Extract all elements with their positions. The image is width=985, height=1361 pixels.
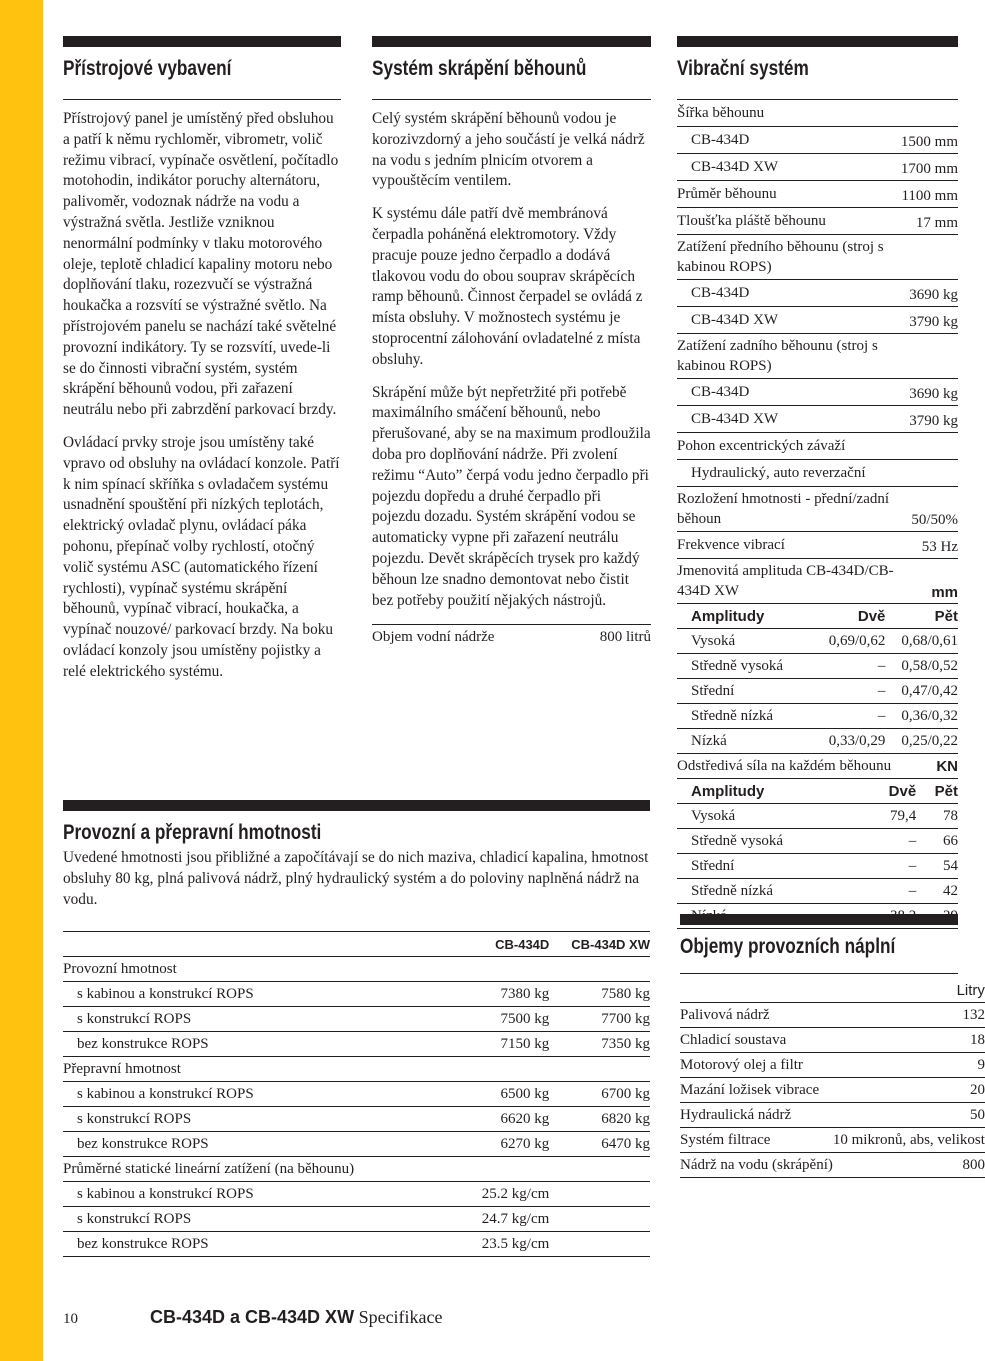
- table-row: [63, 1007, 650, 1032]
- table-cell: Středně vysoká: [677, 654, 813, 679]
- capacity-label: Mazání ložisek vibrace: [680, 1078, 833, 1103]
- paragraph: Přístrojový panel je umístěný před obsluhou a patří k němu rychloměr, vibrometr, volič režimu vibrací, vypínače osvětlení, počítadlo motohodin, indikátor poruchy alternátoru, palivoměr, vodoznak nádrže na vodu a výstražná světla. Jestliže vzniknou nenormální podmínky v tlaku motorového oleje, teplotě chladicí kapaliny motoru nebo doplňování tlaku, rozezvučí se výstražná houkačka a rozsvítí se výstražné světlo. Na přístrojovém panelu se nachází také světelné provozní indikátory. Ty se rozsvítí, uvede-li se do činnosti vibrační systém, systém skrápění běhounů vodou, při zařazení neutrálu nebo při zabrzdění parkovací brzdy.: [63, 110, 339, 419]
- spec-label: Rozložení hmotnosti - přední/zadní běhoun: [677, 487, 901, 532]
- table-row: [677, 181, 958, 208]
- table-cell: 42: [916, 879, 958, 904]
- column-header: CB-434D: [463, 932, 549, 957]
- table-row: [677, 460, 958, 487]
- weight-value-cb434d: 6500 kg: [463, 1082, 549, 1107]
- section-divider: [63, 99, 341, 100]
- spec-label: Zatížení zadního běhounu (stroj s kabinou ROPS): [677, 334, 901, 379]
- spec-value: 3790 kg: [901, 406, 958, 433]
- table-cell: 79,4: [867, 804, 916, 829]
- table-row: [677, 729, 958, 754]
- table-cell: 0,68/0,61: [885, 629, 958, 654]
- weight-value-cb434d: 6270 kg: [463, 1132, 549, 1157]
- table-cell: Střední: [677, 854, 867, 879]
- vibration-section: [677, 36, 958, 929]
- weight-label: s kabinou a konstrukcí ROPS: [63, 982, 463, 1007]
- table-row: [63, 1082, 650, 1107]
- section-rule: [372, 36, 651, 47]
- column-header: Amplitudy: [677, 604, 813, 629]
- table-cell: Vysoká: [677, 804, 867, 829]
- spec-label: Zatížení předního běhounu (stroj s kabinou ROPS): [677, 235, 901, 280]
- spec-label: Šířka běhounu: [677, 100, 901, 127]
- table-cell: 0,69/0,62: [813, 629, 886, 654]
- page-number: 10: [63, 1311, 78, 1327]
- table-header-row: [680, 978, 985, 1003]
- table-cell: –: [813, 654, 886, 679]
- weights-section: [63, 800, 650, 1257]
- table-cell: 0,36/0,32: [885, 704, 958, 729]
- table-row: [677, 154, 958, 181]
- spec-label: CB-434D: [677, 127, 901, 154]
- spec-value: mm: [901, 559, 958, 604]
- weight-value-cb434dxw: 6700 kg: [549, 1082, 650, 1107]
- table-row: [677, 127, 958, 154]
- spec-label: CB-434D XW: [677, 406, 901, 433]
- capacity-value: 18: [833, 1028, 985, 1053]
- weight-value-cb434d: [463, 957, 549, 982]
- table-row: [677, 379, 958, 406]
- footer-title: [150, 1307, 443, 1328]
- table-row: [63, 1232, 650, 1257]
- table-row: [677, 532, 958, 559]
- weight-value-cb434dxw: 7350 kg: [549, 1032, 650, 1057]
- water-tank-row: [372, 629, 651, 646]
- section-title: Přístrojové vybavení: [63, 57, 232, 80]
- capacity-label: Palivová nádrž: [680, 1003, 833, 1028]
- weight-value-cb434d: 7500 kg: [463, 1007, 549, 1032]
- table-cell: 0,33/0,29: [813, 729, 886, 754]
- column-header: Amplitudy: [677, 779, 867, 804]
- force-unit: KN: [932, 754, 958, 779]
- water-tank-label: Objem vodní nádrže: [372, 629, 495, 646]
- section-divider: [372, 99, 651, 100]
- weight-label: Provozní hmotnost: [63, 957, 463, 982]
- table-cell: 0,47/0,42: [885, 679, 958, 704]
- table-row: [677, 879, 958, 904]
- weight-label: bez konstrukce ROPS: [63, 1132, 463, 1157]
- weight-label: s konstrukcí ROPS: [63, 1207, 463, 1232]
- weight-value-cb434dxw: [549, 1057, 650, 1082]
- unit-header: Litry: [833, 978, 985, 1003]
- table-cell: –: [813, 679, 886, 704]
- table-cell: 78: [916, 804, 958, 829]
- weight-label: bez konstrukce ROPS: [63, 1032, 463, 1057]
- table-cell: –: [867, 829, 916, 854]
- section-rule: [63, 800, 650, 811]
- table-row: [677, 654, 958, 679]
- footer-model: CB-434D a CB-434D XW: [150, 1307, 355, 1327]
- spec-label: Hydraulický, auto reverzační: [677, 460, 901, 487]
- weights-intro: Uvedené hmotnosti jsou přibližné a započítávají se do nich maziva, chladicí kapalina, hmotnost obsluhy 80 kg, plná palivová nádrž, plný hydraulický systém a do poloviny naplněná nádrž na vodu.: [63, 849, 649, 908]
- table-cell: Nízká: [677, 729, 813, 754]
- capacity-label: Chladicí soustava: [680, 1028, 833, 1053]
- column-header: Dvě: [813, 604, 886, 629]
- table-row: [677, 100, 958, 127]
- weight-label: s kabinou a konstrukcí ROPS: [63, 1182, 463, 1207]
- table-row: [677, 829, 958, 854]
- section-title: Vibrační systém: [677, 57, 809, 80]
- weight-label: s konstrukcí ROPS: [63, 1007, 463, 1032]
- weight-value-cb434dxw: [549, 1207, 650, 1232]
- table-row: [63, 982, 650, 1007]
- column-header: Pět: [916, 779, 958, 804]
- table-row: [63, 1032, 650, 1057]
- paragraph: Ovládací prvky stroje jsou umístěny také vpravo od obsluhy na ovládací konzole. Patří k nim spínací skříňka s ovladačem systému usnadnění spouštění při nízkých teplotách, elektrický ovladač plynu, ovládací páka pohonu, přepínač volby rychlostí, otočný volič systému ASC (automatického řízení rychlosti), vypínač systému skrápění běhounů, vypínač vibrací, houkačka, a vypínač nouzové/ parkovací brzdy. Na boku ovládací konzoly jsou umístěny pojistky a relé elektrického systému.: [63, 433, 340, 680]
- capacities-table: [680, 978, 985, 1178]
- table-row: [677, 629, 958, 654]
- table-row: [63, 1182, 650, 1207]
- weight-label: Přepravní hmotnost: [63, 1057, 463, 1082]
- weight-value-cb434d: 7380 kg: [463, 982, 549, 1007]
- header-blank: [680, 978, 833, 1003]
- spec-value: 1700 mm: [901, 154, 958, 181]
- table-cell: –: [867, 879, 916, 904]
- instrumentation-section: [63, 36, 341, 683]
- table-cell: –: [867, 854, 916, 879]
- force-label-table: [677, 754, 958, 779]
- spec-value: 1500 mm: [901, 127, 958, 154]
- table-row: [677, 854, 958, 879]
- table-cell: –: [813, 704, 886, 729]
- section-title: Systém skrápění běhounů: [372, 57, 587, 80]
- section-divider: [680, 973, 958, 974]
- table-row: [677, 804, 958, 829]
- table-cell: 66: [916, 829, 958, 854]
- table-row: [677, 406, 958, 433]
- table-cell: Středně nízká: [677, 704, 813, 729]
- capacity-value: 9: [833, 1053, 985, 1078]
- spec-label: Průměr běhounu: [677, 181, 901, 208]
- table-cell: Středně nízká: [677, 879, 867, 904]
- table-row: [680, 1053, 985, 1078]
- spec-value: 3690 kg: [901, 379, 958, 406]
- tank-divider: [372, 624, 651, 625]
- table-row: [680, 1128, 985, 1153]
- yellow-side-bar: [0, 0, 43, 1361]
- weight-label: Průměrné statické lineární zatížení (na běhounu): [63, 1157, 463, 1182]
- weight-value-cb434dxw: 7580 kg: [549, 982, 650, 1007]
- capacity-value: 132: [833, 1003, 985, 1028]
- capacity-value: 50: [833, 1103, 985, 1128]
- section-title: Objemy provozních náplní: [680, 935, 896, 958]
- weight-label: bez konstrukce ROPS: [63, 1232, 463, 1257]
- capacity-value: 10 mikronů, abs, velikost: [833, 1128, 985, 1153]
- table-cell: Střední: [677, 679, 813, 704]
- spec-label: Pohon excentrických závaží: [677, 433, 901, 460]
- weight-value-cb434d: 6620 kg: [463, 1107, 549, 1132]
- spec-label: CB-434D: [677, 280, 901, 307]
- water-tank-value: 800 litrů: [599, 629, 651, 646]
- spec-label: CB-434D: [677, 379, 901, 406]
- table-row: [680, 1028, 985, 1053]
- section-rule: [677, 36, 958, 47]
- section-title: Provozní a přepravní hmotnosti: [63, 821, 322, 844]
- weight-value-cb434d: [463, 1157, 549, 1182]
- spec-label: Jmenovitá amplituda CB-434D/CB-434D XW: [677, 559, 901, 604]
- paragraph: Skrápění může být nepřetržité při potřebě maximálního smáčení běhounů, nebo přerušované, aby se na maximum prodloužila doba pro doplňování nádrže. Při zvolení režimu “Auto” čerpá vodu jedno čerpadlo při pojezdu dopředu a druhé čerpadlo při pojezdu dozadu. Systém skrápění vodou se automaticky vypne při zařazení neutrálu pojezdu. Devět skrápěcích trysek pro každý běhoun lze snadno demontovat nebo čistit bez potřeby použití nějakých nástrojů.: [372, 383, 651, 609]
- weight-value-cb434dxw: [549, 1182, 650, 1207]
- spec-label: CB-434D XW: [677, 154, 901, 181]
- table-cell: 0,25/0,22: [885, 729, 958, 754]
- capacity-label: Motorový olej a filtr: [680, 1053, 833, 1078]
- weight-value-cb434d: 23.5 kg/cm: [463, 1232, 549, 1257]
- spec-value: [901, 433, 958, 460]
- table-row: [680, 1078, 985, 1103]
- column-header: Pět: [885, 604, 958, 629]
- capacity-label: Nádrž na vodu (skrápění): [680, 1153, 833, 1178]
- table-cell: 0,58/0,52: [885, 654, 958, 679]
- spec-value: [901, 235, 958, 280]
- weight-value-cb434dxw: 6470 kg: [549, 1132, 650, 1157]
- weight-value-cb434dxw: [549, 1157, 650, 1182]
- vibration-spec-table: [677, 100, 958, 604]
- force-table: [677, 779, 958, 929]
- spec-value: 53 Hz: [901, 532, 958, 559]
- weight-value-cb434d: 24.7 kg/cm: [463, 1207, 549, 1232]
- table-row: [63, 1132, 650, 1157]
- weight-value-cb434dxw: [549, 957, 650, 982]
- spec-value: [901, 334, 958, 379]
- spec-label: Tloušťka pláště běhounu: [677, 208, 901, 235]
- capacities-section: [680, 914, 985, 1178]
- weight-value-cb434d: 7150 kg: [463, 1032, 549, 1057]
- spec-label: Frekvence vibrací: [677, 532, 901, 559]
- table-row: [677, 754, 958, 779]
- table-row: [63, 1107, 650, 1132]
- spec-value: 50/50%: [901, 487, 958, 532]
- table-row: [677, 334, 958, 379]
- table-row: [677, 235, 958, 280]
- section-rule: [63, 36, 341, 47]
- spec-value: [901, 100, 958, 127]
- table-cell: Středně vysoká: [677, 829, 867, 854]
- spec-value: 1100 mm: [901, 181, 958, 208]
- drum-spray-section: [372, 36, 651, 646]
- table-row: [677, 559, 958, 604]
- table-row: [677, 307, 958, 334]
- table-row: [63, 1057, 650, 1082]
- table-row: [63, 1207, 650, 1232]
- spec-value: 3790 kg: [901, 307, 958, 334]
- spec-value: 3690 kg: [901, 280, 958, 307]
- table-cell: 54: [916, 854, 958, 879]
- table-row: [677, 280, 958, 307]
- weight-value-cb434d: [463, 1057, 549, 1082]
- table-row: [677, 433, 958, 460]
- paragraph: Celý systém skrápění běhounů vodou je korozivzdorný a jeho součástí je velká nádrž na vodu s jedním plnicím otvorem a vypouštěcím ventilem.: [372, 110, 645, 190]
- force-label: Odstředivá síla na každém běhounu: [677, 754, 932, 779]
- column-header: CB-434D XW: [549, 932, 650, 957]
- footer-suffix: Specifikace: [358, 1307, 443, 1327]
- capacity-value: 20: [833, 1078, 985, 1103]
- table-header-row: [63, 932, 650, 957]
- spec-value: 17 mm: [901, 208, 958, 235]
- table-row: [680, 1103, 985, 1128]
- table-row: [680, 1003, 985, 1028]
- paragraph: K systému dále patří dvě membránová čerpadla poháněná elektromotory. Vždy pracuje pouze jedno čerpadlo a dodává tlakovou vodu do obou souprav skrápěcích ramp běhounů. Činnost čerpadel se ovládá z místa obsluhy. V možnostech systému je stoprocentní zálohování ovladatelné z místa obsluhy.: [372, 205, 643, 368]
- capacity-label: Systém filtrace: [680, 1128, 833, 1153]
- table-row: [677, 208, 958, 235]
- table-row: [680, 1153, 985, 1178]
- weight-value-cb434d: 25.2 kg/cm: [463, 1182, 549, 1207]
- table-row: [63, 957, 650, 982]
- table-row: [677, 487, 958, 532]
- column-header: Dvě: [867, 779, 916, 804]
- table-header-row: [677, 604, 958, 629]
- weights-table: [63, 931, 650, 1257]
- capacity-label: Hydraulická nádrž: [680, 1103, 833, 1128]
- spec-label: CB-434D XW: [677, 307, 901, 334]
- header-blank: [63, 932, 463, 957]
- weight-value-cb434dxw: 6820 kg: [549, 1107, 650, 1132]
- table-cell: Vysoká: [677, 629, 813, 654]
- amplitude-table: [677, 604, 958, 754]
- weight-label: s kabinou a konstrukcí ROPS: [63, 1082, 463, 1107]
- section-rule: [680, 914, 958, 925]
- weight-value-cb434dxw: [549, 1232, 650, 1257]
- spec-value: [901, 460, 958, 487]
- table-row: [677, 704, 958, 729]
- capacity-value: 800: [833, 1153, 985, 1178]
- table-row: [677, 679, 958, 704]
- table-row: [63, 1157, 650, 1182]
- weight-value-cb434dxw: 7700 kg: [549, 1007, 650, 1032]
- table-header-row: [677, 779, 958, 804]
- weight-label: s konstrukcí ROPS: [63, 1107, 463, 1132]
